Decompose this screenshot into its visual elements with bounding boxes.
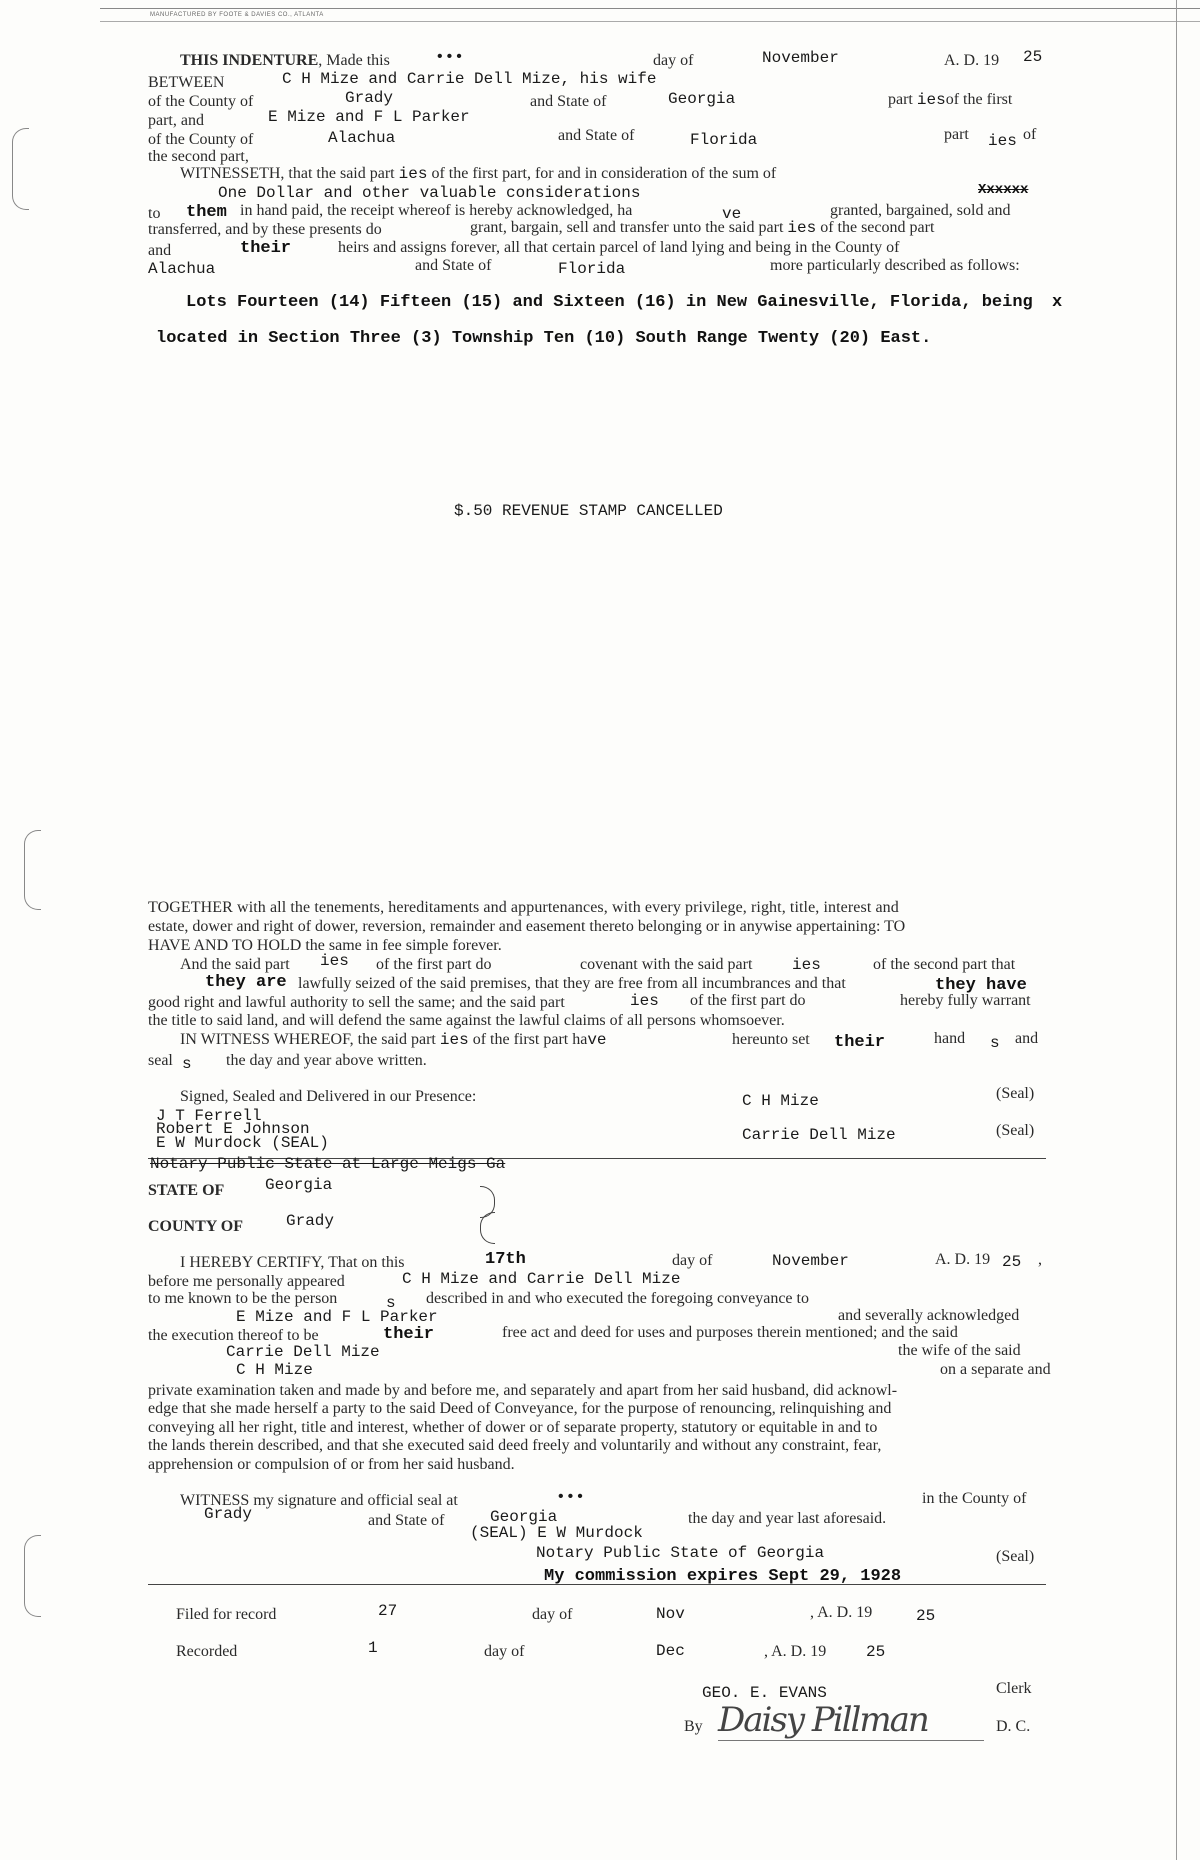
private-line-5: apprehension or compulsion of or from her said husband. — [148, 1456, 515, 1473]
typed-county: Grady — [286, 1212, 335, 1230]
typed-grantees: E Mize and F L Parker — [268, 108, 470, 126]
typed-to-whom: them — [186, 203, 227, 222]
private-line-2: edge that she made herself a party to the said Deed of Conveyance, for the purpose of renouncing, relinquishing and — [148, 1400, 892, 1417]
label-signed-sealed: Signed, Sealed and Delivered in our Presence: — [180, 1088, 477, 1105]
label-and: and — [148, 242, 172, 259]
label-hereby-warrant: hereby fully warrant — [900, 992, 1031, 1009]
seal-label-1: (Seal) — [996, 1085, 1035, 1102]
in-witness-clause: IN WITNESS WHEREOF, the said part ies of the first part have — [180, 1031, 607, 1049]
typed-filed-year: 25 — [916, 1607, 936, 1625]
label-and-end: and — [1015, 1030, 1039, 1047]
label-covenant: covenant with the said part — [580, 956, 753, 973]
label-granted: granted, bargained, sold and — [830, 202, 1011, 219]
label-before-me: before me personally appeared — [148, 1273, 345, 1290]
together-line-2: estate, dower and right of dower, reversion, remainder and easement thereto belonging or in anywise appertaining: TO — [148, 918, 906, 935]
seal-label-2: (Seal) — [996, 1122, 1035, 1139]
label-hereby-certify: I HEREBY CERTIFY, That on this — [180, 1254, 405, 1271]
typed-their-1: their — [240, 239, 292, 258]
witnesseth-clause: WITNESSETH, that the said part ies of the first part, for and in consideration of the sum of — [180, 165, 777, 183]
label-part-and: part, and — [148, 112, 204, 129]
label-part-2: part — [944, 126, 969, 143]
label-known-to-be: to me known to be the person — [148, 1290, 338, 1307]
label-good-right: good right and lawful authority to sell the same; and the said part — [148, 994, 565, 1011]
label-rec-day-of: day of — [484, 1643, 525, 1660]
label-filed-ad: , A. D. 19 — [810, 1604, 873, 1621]
label-transferred: transferred, and by these presents do — [148, 221, 382, 238]
typed-they-are: they are — [205, 973, 287, 992]
typed-grantee-state: Florida — [690, 131, 758, 149]
typed-notary-title: Notary Public State of Georgia — [536, 1544, 825, 1562]
typed-wife-name: Carrie Dell Mize — [226, 1343, 380, 1361]
label-filed-day-of: day of — [532, 1606, 573, 1623]
typed-their-3: their — [383, 1325, 435, 1344]
typed-year: 25 — [1023, 48, 1043, 66]
label-seal: seal — [148, 1052, 173, 1069]
binder-hole-bottom — [24, 1535, 41, 1617]
typed-grantors: C H Mize and Carrie Dell Mize, his wife — [282, 70, 657, 88]
witness-signature-2: Robert E Johnson — [156, 1120, 310, 1138]
typed-grantor-county: Grady — [345, 89, 394, 107]
typed-they-have: they have — [935, 976, 1027, 995]
legal-description-line-1: Lots Fourteen (14) Fifteen (15) and Sixteen (16) in New Gainesville, Florida, being — [186, 293, 1033, 312]
typed-cert-month: November — [772, 1252, 849, 1270]
typed-rec-year: 25 — [866, 1643, 886, 1661]
indenture-opening: THIS INDENTURE, Made this — [180, 52, 390, 69]
label-in-county-of: in the County of — [922, 1490, 1027, 1507]
label-clerk: Clerk — [996, 1680, 1032, 1697]
label-ad-19: A. D. 19 — [944, 52, 1000, 69]
typed-witness-county: Grady — [204, 1505, 253, 1523]
label-witness-my: WITNESS my signature and official seal at — [180, 1492, 458, 1509]
label-between: BETWEEN — [148, 74, 225, 91]
typed-rec-month: Dec — [656, 1642, 685, 1660]
label-rec-ad: , A. D. 19 — [764, 1643, 827, 1660]
label-of-first-do: of the first part do — [376, 956, 492, 973]
typed-cert-day: 17th — [485, 1250, 526, 1269]
typed-grantor-state: Georgia — [668, 90, 736, 108]
typed-witness-state: Georgia — [490, 1508, 558, 1526]
typed-land-state: Florida — [558, 260, 626, 278]
struck-notary-line: Notary Public State at Large Meigs Ga — [150, 1155, 506, 1173]
typed-appeared: C H Mize and Carrie Dell Mize — [402, 1270, 681, 1288]
binder-hole-top — [12, 128, 29, 210]
label-separate-and: on a separate and — [940, 1361, 1051, 1378]
label-of-first-part-do: of the first part do — [690, 992, 806, 1009]
witness-signature-1: J T Ferrell — [156, 1107, 262, 1125]
private-line-3: conveying all her right, title and interest, whether of dower or of separate property, statutory or equitable in and to — [148, 1419, 878, 1436]
label-by: By — [684, 1718, 703, 1735]
typed-month: November — [762, 49, 839, 67]
typed-grantee-county: Alachua — [328, 129, 396, 147]
typed-witness-at: ••• — [556, 1488, 585, 1506]
label-severally: and severally acknowledged — [838, 1307, 1020, 1324]
label-hand-paid: in hand paid, the receipt whereof is hereby acknowledged, ha — [240, 202, 633, 219]
together-line-3: HAVE AND TO HOLD the same in fee simple forever. — [148, 937, 502, 954]
label-state-1: and State of — [530, 93, 607, 110]
label-execution-thereof: the execution thereof to be — [148, 1327, 319, 1344]
label-recorded: Recorded — [176, 1643, 238, 1660]
label-wife-of: the wife of the said — [898, 1342, 1021, 1359]
grant-transfer-clause: grant, bargain, sell and transfer unto the said part ies of the second part — [470, 219, 935, 237]
label-described-in: described in and who executed the foregoing conveyance to — [426, 1290, 809, 1307]
typed-consideration: One Dollar and other valuable considerations — [218, 184, 641, 202]
typed-rec-day: 1 — [368, 1639, 378, 1657]
typed-warrant-parties-suffix: ies — [630, 992, 659, 1010]
typed-notary-seal: (SEAL) E W Murdock — [470, 1524, 643, 1542]
deputy-clerk-signature: Daisy Pillman — [718, 1700, 928, 1740]
typed-conveyed-to: E Mize and F L Parker — [236, 1308, 438, 1326]
label-state-2: and State of — [558, 127, 635, 144]
typed-filed-day: 27 — [378, 1602, 398, 1620]
label-title-defend: the title to said land, and will defend the same against the lawful claims of all persons whomsoever. — [148, 1012, 785, 1029]
typed-hand-s: s — [990, 1034, 1000, 1052]
label-of: of — [1023, 126, 1037, 143]
label-second-part: the second part, — [148, 148, 249, 165]
printer-imprint: MANUFACTURED BY FOOTE & DAVIES CO., ATLANTA — [150, 12, 324, 18]
typed-have-suffix: ve — [722, 205, 742, 223]
typed-cert-year: 25 — [1002, 1253, 1022, 1271]
label-more-particularly: more particularly described as follows: — [770, 257, 1020, 274]
label-hereunto-set: hereunto set — [732, 1031, 810, 1048]
label-county-of: COUNTY OF — [148, 1218, 243, 1235]
legal-description-line-2: located in Section Three (3) Township Ten (10) South Range Twenty (20) East. — [156, 329, 932, 348]
label-part-first: part iesof the first — [888, 91, 1013, 109]
label-heirs-assigns: heirs and assigns forever, all that certain parcel of land lying and being in the County of — [338, 239, 900, 256]
label-cert-ad: A. D. 19 — [935, 1251, 991, 1268]
typed-clerk-name: GEO. E. EVANS — [702, 1684, 827, 1702]
typed-filed-month: Nov — [656, 1605, 685, 1623]
typed-their-2: their — [834, 1033, 886, 1052]
typed-person-s: s — [386, 1294, 396, 1312]
label-free-act: free act and deed for uses and purposes therein mentioned; and the said — [502, 1324, 958, 1341]
right-margin-rule — [1176, 0, 1177, 1860]
label-state-4: and State of — [368, 1512, 445, 1529]
label-hand: hand — [934, 1030, 966, 1047]
typed-grantee-part-suffix: ies — [988, 132, 1017, 150]
private-line-4: the lands therein described, and that she executed said deed freely and voluntarily and without any constraint, fear, — [148, 1437, 882, 1454]
label-and-said-part: And the said part — [180, 956, 290, 973]
typed-commission: My commission expires Sept 29, 1928 — [544, 1567, 902, 1586]
typed-seal-s: s — [182, 1055, 192, 1073]
typed-and-parties-suffix: ies — [320, 952, 349, 970]
label-cert-comma: , — [1038, 1251, 1042, 1268]
binder-hole-middle — [24, 830, 41, 910]
private-line-1: private examination taken and made by and before me, and separately and apart from her said husband, did acknowl- — [148, 1382, 898, 1399]
label-county-1: of the County of — [148, 93, 254, 110]
label-second-part-that: of the second part that — [873, 956, 1016, 973]
typed-day: ••• — [435, 48, 464, 66]
label-dc: D. C. — [996, 1718, 1031, 1735]
label-state-of: STATE OF — [148, 1182, 225, 1199]
typed-husband-name: C H Mize — [236, 1361, 313, 1379]
label-to: to — [148, 205, 161, 222]
label-county-2: of the County of — [148, 131, 254, 148]
label-day-year-above: the day and year above written. — [226, 1052, 427, 1069]
typed-land-county: Alachua — [148, 260, 216, 278]
bracket-bottom — [480, 1212, 495, 1244]
signer-2: Carrie Dell Mize — [742, 1126, 896, 1144]
revenue-stamp-note: $.50 REVENUE STAMP CANCELLED — [454, 502, 723, 520]
label-lawfully-seized: lawfully seized of the said premises, that they are free from all incumbrances and that — [298, 975, 846, 992]
label-state-3: and State of — [415, 257, 492, 274]
legal-description-line-1-mark: x — [1052, 293, 1063, 312]
witness-signature-3: E W Murdock (SEAL) — [156, 1134, 329, 1152]
typed-covenant-part-suffix: ies — [792, 956, 821, 974]
together-line-1: TOGETHER with all the tenements, hereditaments and appurtenances, with every privilege, right, title, interest and — [148, 899, 899, 916]
label-last-aforesaid: the day and year last aforesaid. — [688, 1510, 887, 1527]
signature-underline — [718, 1740, 984, 1741]
label-day-of: day of — [653, 52, 694, 69]
signer-1: C H Mize — [742, 1092, 819, 1110]
label-cert-day-of: day of — [672, 1252, 713, 1269]
label-filed-for-record: Filed for record — [176, 1606, 277, 1623]
struck-dollars: Xxxxxx — [978, 182, 1029, 198]
typed-state: Georgia — [265, 1176, 333, 1194]
certificate-divider — [148, 1584, 1046, 1585]
seal-label-3: (Seal) — [996, 1548, 1035, 1565]
